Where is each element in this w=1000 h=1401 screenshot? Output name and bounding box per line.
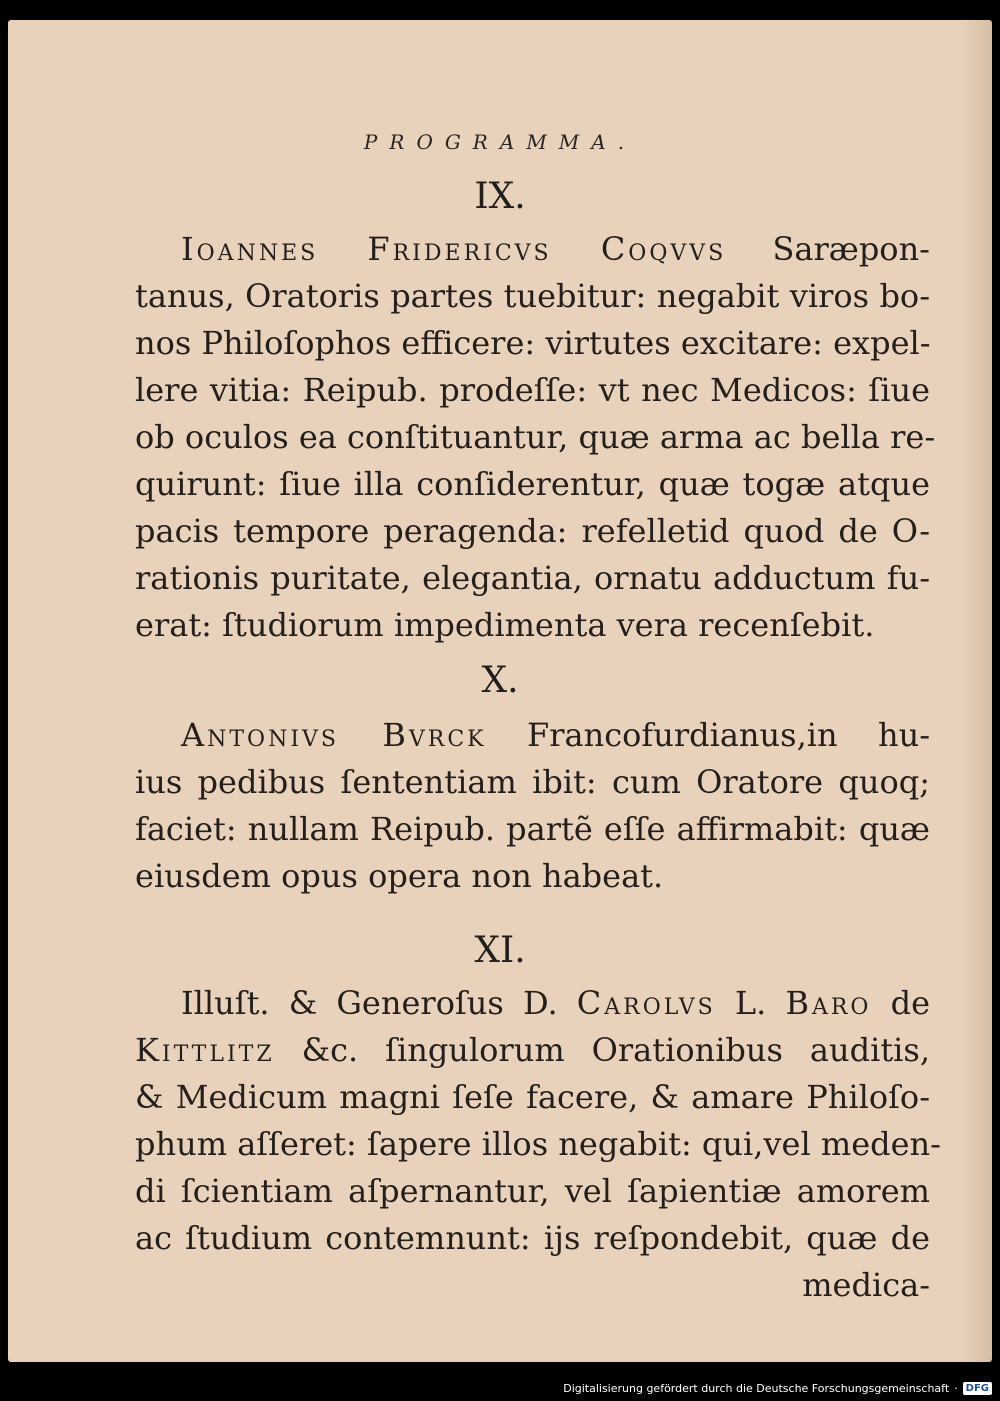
section-numeral-xi: XI. <box>474 930 526 971</box>
text-line <box>135 712 930 759</box>
text-line: & Medicum magni ſeſe facere, & amare Philoſo- <box>135 1078 930 1116</box>
text-line <box>135 1027 930 1074</box>
book-page <box>8 20 992 1362</box>
text-line <box>135 980 930 1027</box>
dfg-logo-icon[interactable]: DFG <box>963 1382 992 1395</box>
name-smallcaps: Ioannes Fridericvs Coqvvs <box>181 230 727 268</box>
text-line: rationis puritate, elegantia, ornatu adductum fu- <box>135 559 930 597</box>
catchword-block <box>135 1262 930 1309</box>
text-line: ob oculos ea conſtituantur, quæ arma ac bella re- <box>135 418 936 456</box>
section-x-text <box>135 712 930 900</box>
running-head: PROGRAMMA. <box>363 130 637 154</box>
text-line: di ſcientiam aſpernantur, vel ſapientiæ amorem <box>135 1172 930 1210</box>
section-numeral-ix: IX. <box>474 176 526 217</box>
title-smallcaps: Baro <box>785 984 872 1022</box>
text-line: faciet: nullam Reipub. partẽ eſſe affirmabit: quæ <box>135 810 930 848</box>
section-numeral-x: X. <box>481 660 519 701</box>
text-line: ac ſtudium contemnunt: ijs reſpondebit, quæ de <box>135 1219 930 1257</box>
text-line: lere vitia: Reipub. prodeſſe: vt nec Medicos: ſiue <box>135 371 930 409</box>
section-xi-text <box>135 980 941 1262</box>
line-text: Illuſt. & Generoſus D. <box>181 984 577 1022</box>
line-text: &c. ſingulorum Orationibus auditis, <box>274 1031 930 1069</box>
section-ix-text <box>135 226 936 649</box>
text-line: ius pedibus ſententiam ibit: cum Oratore quoq; <box>135 763 930 801</box>
text-line: phum aſſeret: ſapere illos negabit: qui,vel meden- <box>135 1125 941 1163</box>
catchword: medica- <box>802 1266 930 1304</box>
text-line: erat: ſtudiorum impedimenta vera recenſebit. <box>135 606 875 644</box>
name-smallcaps: Antonivs Bvrck <box>181 716 487 754</box>
text-line <box>135 226 930 273</box>
footer-text: Digitalisierung gefördert durch die Deutsche Forschungsgemeinschaft <box>563 1381 950 1395</box>
name-smallcaps: Carolvs <box>576 984 716 1022</box>
digitization-footer <box>563 1377 992 1399</box>
text-line: tanus, Oratoris partes tuebitur: negabit viros bo- <box>135 277 930 315</box>
text-line: pacis tempore peragenda: refelletid quod de O- <box>135 512 930 550</box>
text-line: quirunt: ſiue illa conſiderentur, quæ togæ atque <box>135 465 930 503</box>
text-line: eiusdem opus opera non habeat. <box>135 857 664 895</box>
line-text: de <box>871 984 931 1022</box>
footer-separator: · <box>954 1381 958 1395</box>
name-smallcaps: Kittlitz <box>135 1031 275 1069</box>
line-text: L. <box>715 984 786 1022</box>
line-text: Francofurdianus,in hu- <box>486 716 930 754</box>
text-line: nos Philoſophos efficere: virtutes excitare: expel- <box>135 324 931 362</box>
line-text: Saræpon- <box>726 230 930 268</box>
